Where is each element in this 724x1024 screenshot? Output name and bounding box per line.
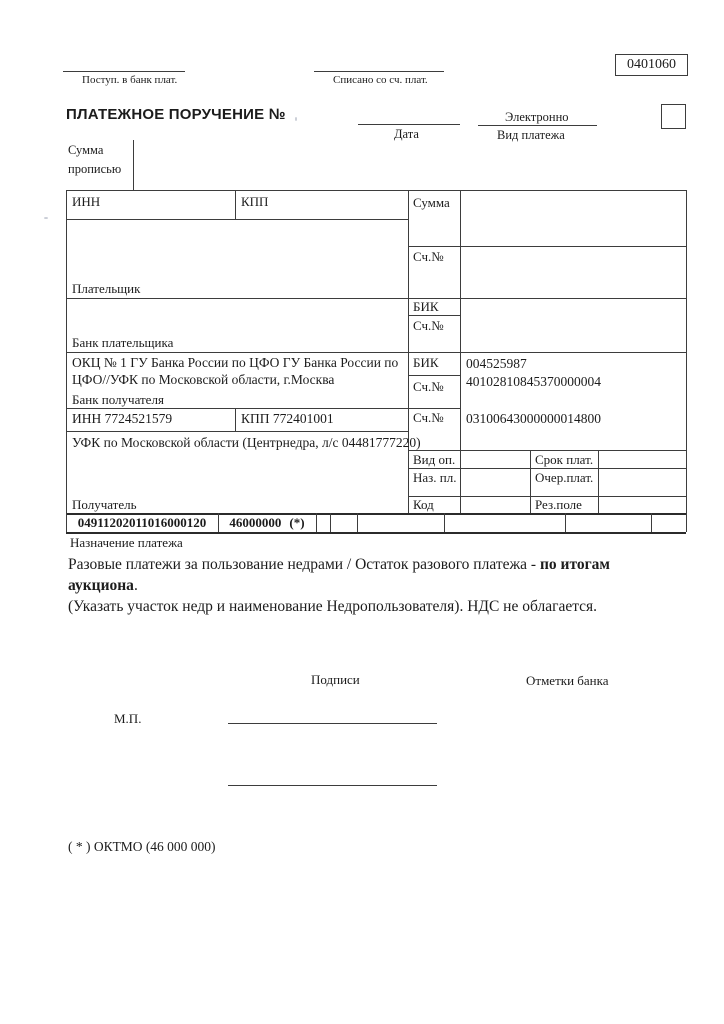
op-kind-label: Вид оп.: [413, 452, 456, 467]
due-date-label: Срок плат.: [535, 452, 594, 467]
payer-label: Плательщик: [72, 281, 141, 296]
table-border: [235, 408, 236, 431]
payment-kind-underline: [478, 125, 597, 126]
receiver-label: Получатель: [72, 497, 137, 512]
date-label: Дата: [394, 127, 419, 141]
table-border: [686, 190, 687, 532]
receiver-bank-account-value: 40102810845370000004: [466, 374, 601, 389]
receiver-account-value: 03100643000000014800: [466, 411, 601, 426]
receiver-bank-account-label: Сч.№: [413, 379, 444, 394]
table-border: [408, 246, 686, 247]
reserve-field-label: Рез.поле: [535, 497, 582, 512]
amount-in-words-label: Сумма прописью: [68, 143, 122, 176]
payment-kind-value: Электронно: [505, 110, 569, 124]
debited-label: Списано со сч. плат.: [333, 74, 428, 86]
scan-artifact: [44, 217, 48, 219]
table-border: [235, 190, 236, 219]
payment-kind-label: Вид платежа: [497, 128, 565, 142]
table-border: [408, 468, 686, 469]
receiver-bank-bik-value: 004525987: [466, 356, 527, 371]
purpose-line1: Разовые платежи за пользование недрами / Остаток разового платежа - по итогам: [68, 556, 610, 573]
scan-artifact: [295, 117, 297, 121]
payer-bank-account-label: Сч.№: [413, 318, 444, 333]
codes-row-border-bottom: [66, 532, 686, 534]
purpose-line3: (Указать участок недр и наименование Недропользователя). НДС не облагается.: [68, 598, 598, 615]
stamp-label: М.П.: [114, 711, 142, 726]
table-border: [460, 190, 461, 513]
payment-purpose-code-label: Наз. пл.: [413, 470, 457, 485]
table-border: [66, 298, 686, 299]
form-code: 0401060: [627, 57, 676, 72]
codes-row-divider: [316, 513, 317, 532]
status-checkbox: [661, 104, 686, 129]
codes-row-divider: [651, 513, 652, 532]
receiver-name: УФК по Московской области (Центрнедра, л/с 04481777220): [72, 435, 421, 450]
page-title: ПЛАТЕЖНОЕ ПОРУЧЕНИЕ №: [66, 106, 286, 123]
codes-row-divider: [444, 513, 445, 532]
payer-bank-label: Банк плательщика: [72, 335, 174, 350]
purpose-label: Назначение платежа: [70, 535, 183, 550]
payer-inn-label: ИНН: [72, 194, 101, 209]
table-border: [530, 450, 531, 513]
oktmo-value: 46000000: [229, 514, 282, 530]
codes-row-divider: [357, 513, 358, 532]
code-label: Код: [413, 497, 434, 512]
oktmo-cell: [218, 513, 316, 532]
receiver-inn: ИНН 7724521579: [72, 411, 173, 426]
received-label: Поступ. в банк плат.: [82, 74, 178, 86]
table-border: [66, 190, 686, 191]
table-border: [66, 431, 408, 432]
signatures-label: Подписи: [311, 672, 360, 687]
codes-row-divider: [565, 513, 566, 532]
table-border: [66, 352, 686, 353]
payer-bank-bik-label: БИК: [413, 299, 439, 314]
table-border: [408, 450, 686, 451]
bank-marks-label: Отметки банка: [526, 673, 609, 688]
received-overline: [63, 71, 185, 72]
amount-in-words-divider: [133, 140, 134, 190]
table-border: [408, 190, 409, 513]
receiver-kpp: КПП 772401001: [241, 411, 334, 426]
date-underline: [358, 124, 460, 125]
table-border: [66, 190, 67, 532]
sum-label: Сумма: [413, 195, 450, 210]
receiver-bank-name-line1: ОКЦ № 1 ГУ Банка России по ЦФО ГУ Банка России по: [72, 355, 399, 370]
signature-line-1: [228, 723, 437, 724]
table-border: [408, 315, 460, 316]
signature-line-2: [228, 785, 437, 786]
codes-row-divider: [330, 513, 331, 532]
form-code-box: [615, 54, 688, 76]
table-border: [408, 375, 460, 376]
footnote: ( * ) ОКТМО (46 000 000): [68, 839, 216, 854]
kbk-value: 04911202011016000120: [77, 514, 207, 530]
payer-account-label: Сч.№: [413, 249, 444, 264]
receiver-bank-bik-label: БИК: [413, 355, 439, 370]
receiver-bank-label: Банк получателя: [72, 392, 164, 407]
payer-kpp-label: КПП: [241, 194, 269, 209]
debited-overline: [314, 71, 444, 72]
priority-label: Очер.плат.: [535, 470, 594, 485]
table-border: [598, 450, 599, 513]
receiver-account-label: Сч.№: [413, 410, 444, 425]
purpose-line2: аукциона.: [68, 577, 138, 594]
table-border: [66, 219, 408, 220]
receiver-bank-name-line2: ЦФО//УФК по Московской области, г.Москва: [72, 372, 335, 387]
oktmo-note: (*): [289, 514, 305, 530]
table-border: [66, 408, 460, 409]
kbk-cell: [66, 513, 218, 532]
